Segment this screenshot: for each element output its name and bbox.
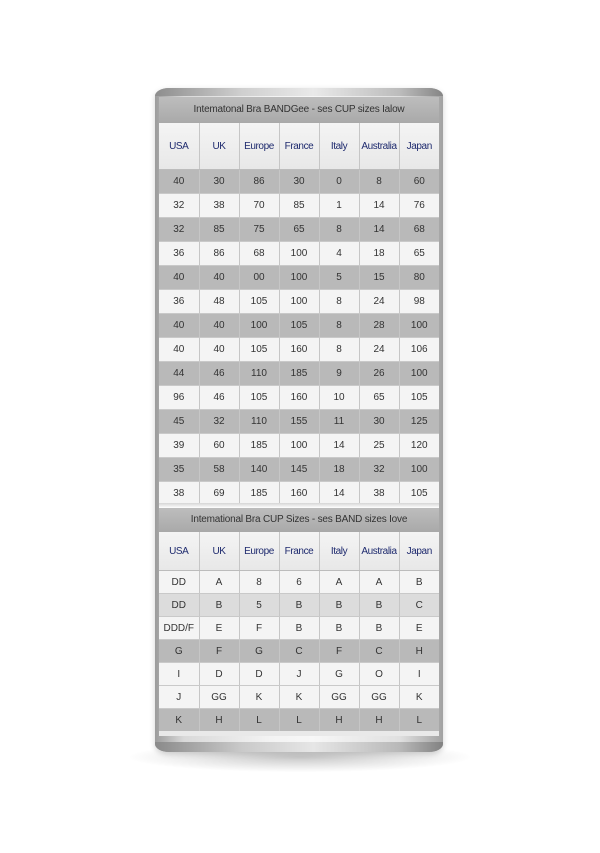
table-cell: C <box>279 640 319 663</box>
table-cell: 40 <box>159 314 199 338</box>
table-cell: 155 <box>279 410 319 434</box>
table-cell: 32 <box>159 218 199 242</box>
table-cell: 8 <box>359 170 399 194</box>
table-cell: B <box>319 594 359 617</box>
table-cell: 120 <box>399 434 439 458</box>
table-cell: 75 <box>239 218 279 242</box>
cylinder-can <box>155 88 443 752</box>
table-cell: 45 <box>159 410 199 434</box>
table-cell: I <box>159 663 199 686</box>
table-cell: 100 <box>279 290 319 314</box>
table-cell: 185 <box>279 362 319 386</box>
table-cell: 30 <box>359 410 399 434</box>
table-cell: L <box>399 709 439 732</box>
table-cell: 14 <box>319 482 359 506</box>
table-cell: 160 <box>279 386 319 410</box>
table-cell: 38 <box>199 194 239 218</box>
table-cell: B <box>279 594 319 617</box>
table-cell: 105 <box>399 386 439 410</box>
can-bottom-rim <box>155 742 443 752</box>
table-cell: 100 <box>279 266 319 290</box>
table-cell: G <box>319 663 359 686</box>
table-row <box>159 617 439 640</box>
table-cell: 36 <box>159 242 199 266</box>
table-cell: 98 <box>399 290 439 314</box>
table-cell: 65 <box>399 242 439 266</box>
table-cell: 48 <box>199 290 239 314</box>
table-row <box>159 362 439 386</box>
table-row <box>159 709 439 732</box>
table-cell: 8 <box>319 314 359 338</box>
column-header: UK <box>199 532 239 571</box>
table-cell: 30 <box>199 170 239 194</box>
table-cell: 40 <box>159 170 199 194</box>
table-cell: D <box>199 663 239 686</box>
table-cell: E <box>199 617 239 640</box>
table-row <box>159 314 439 338</box>
table-cell: 39 <box>159 434 199 458</box>
table-cell: 5 <box>319 266 359 290</box>
table-cell: 105 <box>279 314 319 338</box>
column-header: Europe <box>239 532 279 571</box>
table-cell: 185 <box>239 434 279 458</box>
table-cell: 40 <box>159 266 199 290</box>
table-cell: 30 <box>279 170 319 194</box>
table-cell: 40 <box>199 266 239 290</box>
band-header-row <box>159 123 439 170</box>
table-cell: F <box>239 617 279 640</box>
table-cell: H <box>399 640 439 663</box>
table-cell: 185 <box>239 482 279 506</box>
table-cell: 100 <box>399 362 439 386</box>
column-header: Italy <box>319 123 359 170</box>
table-cell: 32 <box>199 410 239 434</box>
table-cell: D <box>239 663 279 686</box>
table-cell: 32 <box>159 194 199 218</box>
table-cell: 105 <box>239 290 279 314</box>
table-cell: 26 <box>359 362 399 386</box>
table-cell: 00 <box>239 266 279 290</box>
column-header: Japan <box>399 532 439 571</box>
table-cell: F <box>199 640 239 663</box>
table-cell: B <box>359 617 399 640</box>
table-cell: 18 <box>359 242 399 266</box>
table-cell: 6 <box>279 571 319 594</box>
table-row <box>159 571 439 594</box>
table-cell: DD <box>159 571 199 594</box>
table-cell: DDD/F <box>159 617 199 640</box>
table-cell: 46 <box>199 362 239 386</box>
table-cell: 1 <box>319 194 359 218</box>
band-size-panel <box>159 97 439 503</box>
table-row <box>159 386 439 410</box>
table-cell: K <box>159 709 199 732</box>
table-cell: 14 <box>359 194 399 218</box>
table-cell: A <box>359 571 399 594</box>
table-cell: 4 <box>319 242 359 266</box>
column-header: Europe <box>239 123 279 170</box>
table-cell: B <box>319 617 359 640</box>
table-cell: C <box>359 640 399 663</box>
column-header: France <box>279 532 319 571</box>
table-cell: J <box>279 663 319 686</box>
table-cell: 145 <box>279 458 319 482</box>
table-cell: 100 <box>239 314 279 338</box>
table-cell: 24 <box>359 290 399 314</box>
table-cell: B <box>359 594 399 617</box>
table-cell: 110 <box>239 362 279 386</box>
table-cell: GG <box>359 686 399 709</box>
cup-table-caption: Intemational Bra CUP Sizes - ses BAND sizes Iove <box>159 508 439 532</box>
table-cell: 14 <box>319 434 359 458</box>
table-cell: GG <box>319 686 359 709</box>
table-cell: 86 <box>199 242 239 266</box>
table-cell: A <box>319 571 359 594</box>
table-cell: 76 <box>399 194 439 218</box>
table-cell: 11 <box>319 410 359 434</box>
table-cell: 35 <box>159 458 199 482</box>
cup-size-panel <box>159 508 439 736</box>
table-cell: 9 <box>319 362 359 386</box>
table-cell: 96 <box>159 386 199 410</box>
cup-header-row <box>159 532 439 571</box>
column-header: Australia <box>359 123 399 170</box>
column-header: USA <box>159 123 199 170</box>
table-cell: 85 <box>279 194 319 218</box>
table-row <box>159 194 439 218</box>
table-cell: J <box>159 686 199 709</box>
table-cell: G <box>239 640 279 663</box>
table-cell: 100 <box>399 314 439 338</box>
table-cell: 5 <box>239 594 279 617</box>
table-cell: 105 <box>239 338 279 362</box>
table-cell: 100 <box>399 458 439 482</box>
table-cell: 38 <box>359 482 399 506</box>
table-cell: 8 <box>239 571 279 594</box>
table-cell: G <box>159 640 199 663</box>
column-header: UK <box>199 123 239 170</box>
table-cell: 160 <box>279 482 319 506</box>
table-cell: 46 <box>199 386 239 410</box>
table-cell: 36 <box>159 290 199 314</box>
column-header: Italy <box>319 532 359 571</box>
table-cell: 15 <box>359 266 399 290</box>
table-cell: 40 <box>159 338 199 362</box>
table-cell: 32 <box>359 458 399 482</box>
table-row <box>159 266 439 290</box>
table-cell: 60 <box>399 170 439 194</box>
table-row <box>159 242 439 266</box>
table-cell: 25 <box>359 434 399 458</box>
column-header: France <box>279 123 319 170</box>
table-cell: 28 <box>359 314 399 338</box>
table-cell: 10 <box>319 386 359 410</box>
table-cell: K <box>239 686 279 709</box>
column-header: USA <box>159 532 199 571</box>
table-cell: A <box>199 571 239 594</box>
can-top-rim <box>155 88 443 96</box>
table-row <box>159 170 439 194</box>
table-cell: 105 <box>239 386 279 410</box>
table-cell: 44 <box>159 362 199 386</box>
table-row <box>159 482 439 506</box>
table-cell: 86 <box>239 170 279 194</box>
table-cell: L <box>239 709 279 732</box>
table-cell: F <box>319 640 359 663</box>
table-cell: 65 <box>359 386 399 410</box>
table-row <box>159 686 439 709</box>
table-cell: 0 <box>319 170 359 194</box>
table-cell: 8 <box>319 290 359 314</box>
table-row <box>159 663 439 686</box>
table-cell: 38 <box>159 482 199 506</box>
band-table-caption: Intematonal Bra BANDGee - ses CUP sizes Ialow <box>159 97 439 123</box>
table-cell: 8 <box>319 218 359 242</box>
table-cell: 69 <box>199 482 239 506</box>
table-cell: I <box>399 663 439 686</box>
table-row <box>159 594 439 617</box>
table-cell: 40 <box>199 314 239 338</box>
band-size-table <box>159 123 439 505</box>
table-row <box>159 290 439 314</box>
table-cell: 100 <box>279 434 319 458</box>
table-cell: 68 <box>239 242 279 266</box>
cup-size-table <box>159 532 439 731</box>
table-row <box>159 640 439 663</box>
table-cell: 14 <box>359 218 399 242</box>
table-cell: E <box>399 617 439 640</box>
table-cell: L <box>279 709 319 732</box>
table-cell: 80 <box>399 266 439 290</box>
table-cell: 65 <box>279 218 319 242</box>
table-cell: O <box>359 663 399 686</box>
table-cell: DD <box>159 594 199 617</box>
table-cell: 40 <box>199 338 239 362</box>
column-header: Japan <box>399 123 439 170</box>
table-cell: 125 <box>399 410 439 434</box>
table-row <box>159 458 439 482</box>
table-cell: 18 <box>319 458 359 482</box>
table-row <box>159 434 439 458</box>
table-cell: 85 <box>199 218 239 242</box>
table-cell: B <box>199 594 239 617</box>
table-row <box>159 410 439 434</box>
table-row <box>159 338 439 362</box>
table-row <box>159 218 439 242</box>
table-cell: 105 <box>399 482 439 506</box>
table-cell: GG <box>199 686 239 709</box>
table-cell: 58 <box>199 458 239 482</box>
table-cell: H <box>359 709 399 732</box>
table-cell: 106 <box>399 338 439 362</box>
table-cell: B <box>279 617 319 640</box>
column-header: Australia <box>359 532 399 571</box>
table-cell: K <box>279 686 319 709</box>
table-cell: 140 <box>239 458 279 482</box>
table-cell: 8 <box>319 338 359 362</box>
table-cell: H <box>319 709 359 732</box>
table-cell: C <box>399 594 439 617</box>
table-cell: 60 <box>199 434 239 458</box>
table-cell: 100 <box>279 242 319 266</box>
table-cell: 160 <box>279 338 319 362</box>
table-cell: B <box>399 571 439 594</box>
table-cell: K <box>399 686 439 709</box>
table-cell: 70 <box>239 194 279 218</box>
table-cell: 68 <box>399 218 439 242</box>
table-cell: 110 <box>239 410 279 434</box>
table-cell: 24 <box>359 338 399 362</box>
table-cell: H <box>199 709 239 732</box>
